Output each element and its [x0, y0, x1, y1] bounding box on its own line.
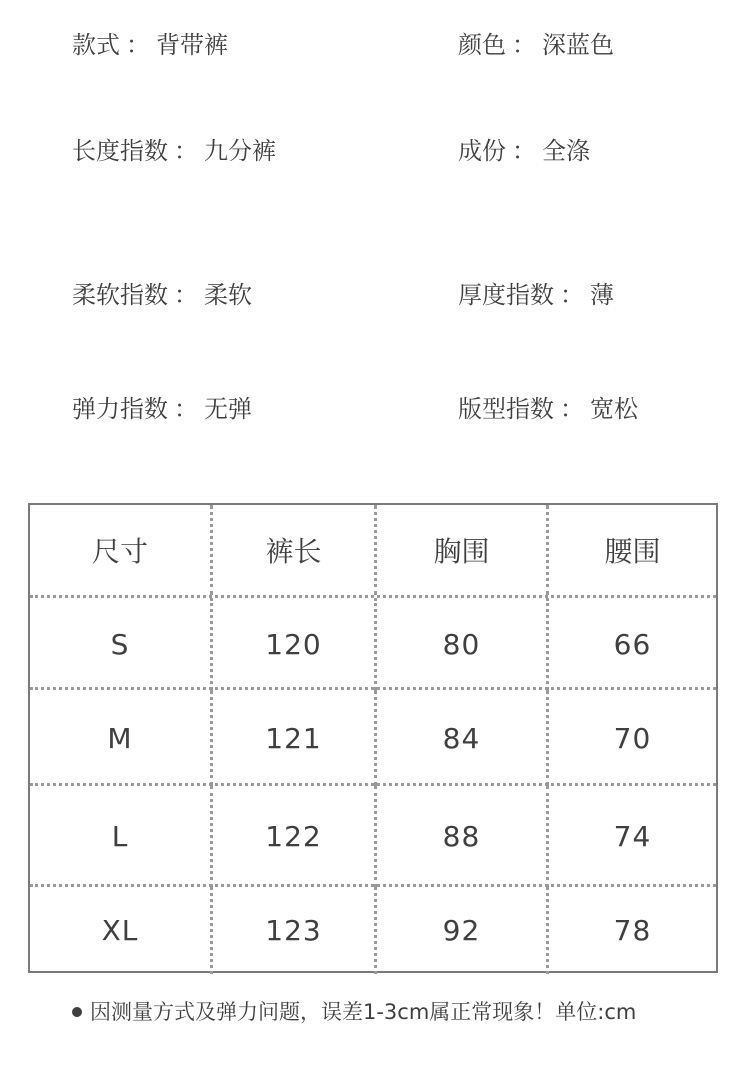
table-row	[30, 595, 716, 690]
attr-fit-index-value: 宽松	[590, 395, 638, 423]
attr-thickness-index	[458, 280, 614, 310]
attr-color	[458, 30, 614, 60]
attr-fit-index-label: 版型指数	[458, 395, 554, 423]
size-table-header-row	[30, 505, 716, 595]
attr-separator: ：	[512, 31, 536, 59]
attr-separator: ：	[174, 137, 198, 165]
header-cell-chest: 胸围	[374, 505, 546, 595]
attr-length-index	[72, 136, 276, 166]
attr-fit-index	[458, 394, 638, 424]
header-cell-size: 尺寸	[91, 535, 148, 568]
attr-separator: ：	[126, 31, 150, 59]
waist-cell: 74	[546, 786, 716, 887]
size-cell: L	[111, 820, 129, 853]
attr-separator: ：	[174, 395, 198, 423]
attr-length-index-label: 长度指数	[72, 137, 168, 165]
attr-style-label: 款式	[72, 31, 120, 59]
pants-length-cell: 121	[210, 690, 374, 786]
header-cell-pants-length: 裤长	[210, 505, 374, 595]
attr-material	[458, 136, 590, 166]
attr-style-value: 背带裤	[156, 31, 228, 59]
attr-softness-index-value: 柔软	[204, 281, 252, 309]
attr-elasticity-index-value: 无弹	[204, 395, 252, 423]
size-cell: M	[107, 721, 133, 755]
measurement-note	[72, 998, 636, 1026]
attr-style	[72, 30, 228, 60]
size-cell: S	[110, 627, 130, 661]
attr-separator: ：	[174, 281, 198, 309]
attr-softness-index-label: 柔软指数	[72, 281, 168, 309]
attr-separator: ：	[560, 281, 584, 309]
attr-material-value: 全涤	[542, 137, 590, 165]
attr-thickness-index-label: 厚度指数	[458, 281, 554, 309]
table-row	[30, 884, 716, 974]
chest-cell: 84	[374, 690, 546, 786]
chest-cell: 88	[374, 786, 546, 887]
header-cell-waist: 腰围	[546, 505, 716, 595]
waist-cell: 78	[546, 887, 716, 974]
attr-elasticity-index	[72, 394, 252, 424]
attr-separator: ：	[560, 395, 584, 423]
chest-cell: 80	[374, 598, 546, 690]
chest-cell: 92	[374, 887, 546, 974]
attr-elasticity-index-label: 弹力指数	[72, 395, 168, 423]
attr-thickness-index-value: 薄	[590, 281, 614, 309]
size-table	[28, 503, 718, 973]
bullet-icon	[72, 1007, 82, 1017]
attr-color-label: 颜色	[458, 31, 506, 59]
table-row	[30, 783, 716, 887]
measurement-note-text: 因测量方式及弹力问题，误差1-3cm属正常现象！单位:cm	[90, 1000, 637, 1024]
size-cell: XL	[101, 914, 139, 947]
pants-length-cell: 122	[210, 786, 374, 887]
attr-separator: ：	[512, 137, 536, 165]
table-row	[30, 687, 716, 786]
pants-length-cell: 120	[210, 598, 374, 690]
attr-softness-index	[72, 280, 252, 310]
attr-material-label: 成份	[458, 137, 506, 165]
attr-color-value: 深蓝色	[542, 31, 614, 59]
attr-length-index-value: 九分裤	[204, 137, 276, 165]
waist-cell: 66	[546, 598, 716, 690]
pants-length-cell: 123	[210, 887, 374, 974]
waist-cell: 70	[546, 690, 716, 786]
